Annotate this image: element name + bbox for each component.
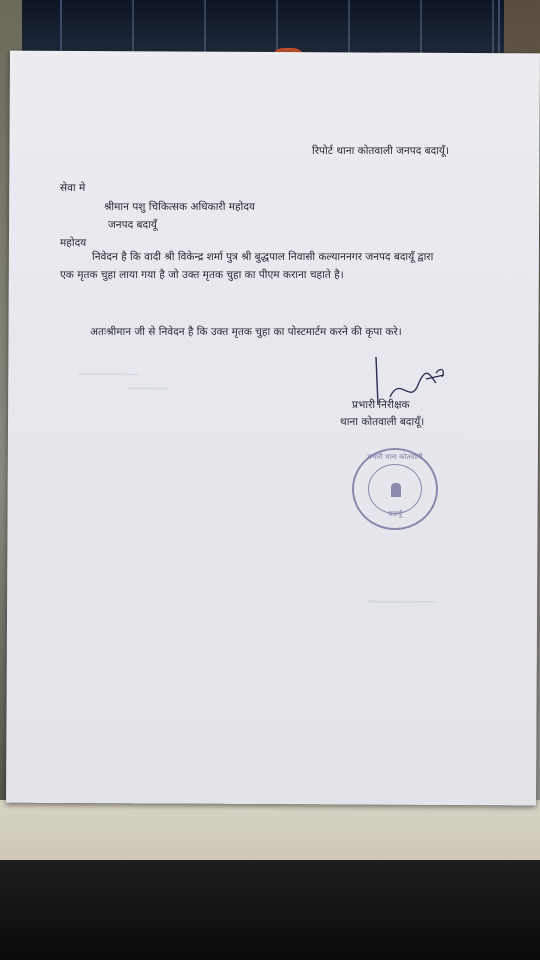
emblem-icon: [391, 483, 401, 497]
addressee-line-2: जनपद बदायूँ: [108, 219, 157, 231]
official-stamp: [352, 448, 438, 530]
faint-mark: [128, 387, 168, 389]
faint-mark: [367, 600, 437, 602]
stamp-top-text: प्रभारी थाना कोतवाली: [367, 453, 423, 461]
paragraph-1-line-2: एक मृतक चुहा लाया गया है जो उक्त मृतक चुहा का पीएम कराना चहाते है।: [60, 269, 344, 281]
background-bottom: [0, 860, 540, 960]
addressee-line-1: श्रीमान पशु चिकित्सक अधिकारी महोदय: [104, 201, 256, 213]
stamp-inner-ring: [368, 464, 422, 514]
signatory-designation: प्रभारी निरीक्षक: [352, 399, 410, 411]
stamp-bottom-text: बदायूँ: [388, 510, 402, 518]
faint-mark: [78, 373, 138, 375]
paragraph-2: अतःश्रीमान जी से निवेदन है कि उक्त मृतक चुहा का पोस्टमार्टम करने की कृपा करे।: [90, 326, 402, 338]
document-paper: [6, 51, 540, 806]
paragraph-1-line-1: निवेदन है कि वादी श्री विकेन्द्र शर्मा पुत्र श्री बुद्धपाल निवासी कल्याननगर जनपद बदायूँ द्वारा: [92, 251, 434, 263]
document-heading: रिपोर्ट थाना कोतवाली जनपद बदायूँ।: [312, 145, 449, 157]
greeting: महोदय: [60, 237, 87, 249]
salutation: सेवा मे: [60, 182, 86, 194]
signatory-office: थाना कोतवाली बदायूँ।: [340, 416, 425, 428]
